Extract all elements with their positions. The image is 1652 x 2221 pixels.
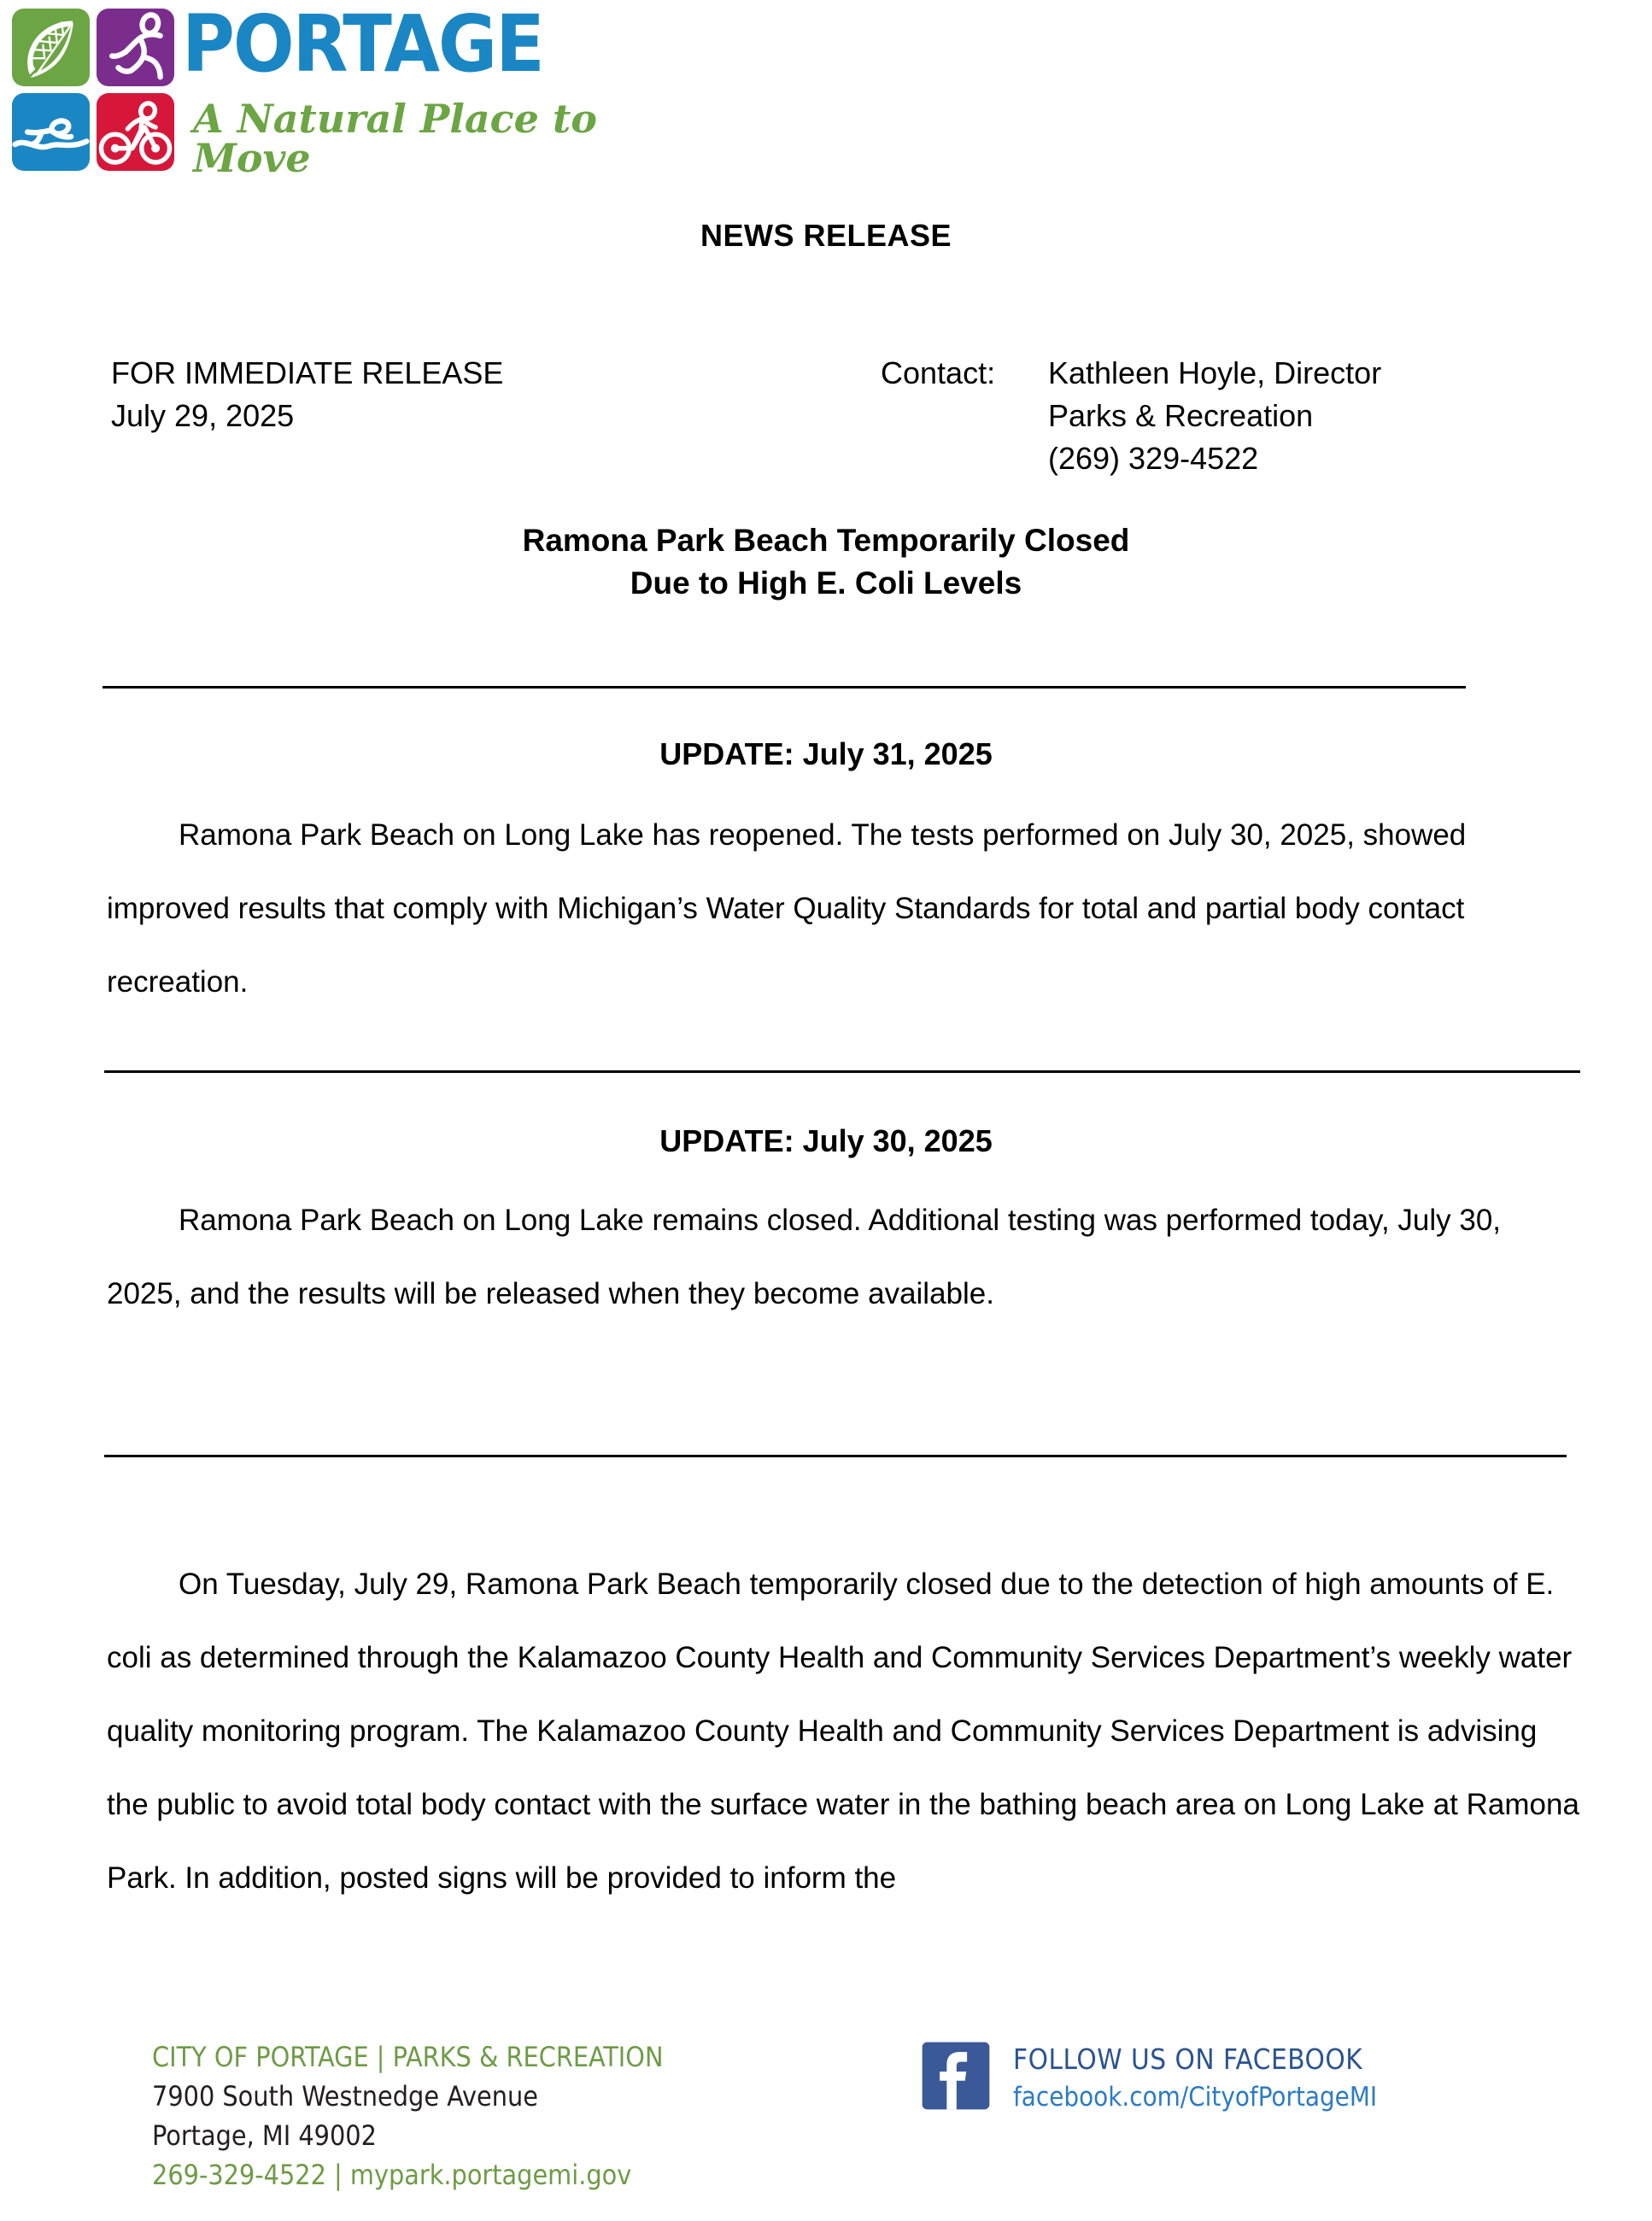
facebook-follow-group[interactable]: [921, 2041, 1377, 2116]
cyclist-icon: [97, 93, 174, 171]
contact-block: [881, 352, 1381, 480]
section-divider-1: [103, 686, 1466, 689]
facebook-url-link[interactable]: facebook.com/CityofPortageMI: [1013, 2082, 1378, 2113]
release-date: July 29, 2025: [111, 398, 295, 433]
contact-phone-row: [881, 437, 1381, 480]
logo-tagline: A Natural Place to Move: [193, 96, 597, 181]
page-title: [0, 519, 1652, 605]
logo-icon-grid: [12, 9, 174, 171]
facebook-follow-label: FOLLOW US ON FACEBOOK: [1013, 2042, 1363, 2076]
main-release-body: On Tuesday, July 29, Ramona Park Beach temporarily closed due to the detection of high amounts of E. coli as determined through the Kalamazoo County Health and Community Services Department’s weekly water quality monitoring program. The Kalamazoo County Health and Community Services Department is advising the public to avoid total body contact with the surface water in the bathing beach area on Long Lake at Ramona Park. In addition, posted signs will be provided to inform the: [107, 1568, 1579, 1895]
facebook-icon[interactable]: [921, 2041, 991, 2111]
section-divider-3: [104, 1455, 1567, 1457]
headline-line-1: Ramona Park Beach Temporarily Closed: [522, 523, 1130, 558]
footer-street: 7900 South Westnedge Avenue: [152, 2080, 538, 2113]
contact-label: Contact:: [881, 355, 996, 390]
update-heading-july-31: UPDATE: July 31, 2025: [659, 736, 993, 771]
footer: [0, 2029, 1652, 2221]
footer-city-state-zip: Portage, MI 49002: [152, 2119, 377, 2152]
section-divider-2: [104, 1070, 1580, 1073]
contact-phone: (269) 329-4522: [1048, 441, 1259, 476]
footer-website-link[interactable]: mypark.portagemi.gov: [349, 2159, 632, 2191]
release-timing-block: [111, 352, 503, 437]
contact-department-row: [881, 395, 1381, 437]
contact-label-spacer-2: [881, 437, 1048, 480]
document-type-title: NEWS RELEASE: [700, 218, 952, 253]
contact-name-row: [881, 352, 1381, 395]
leaf-icon: [12, 9, 90, 86]
contact-department: Parks & Recreation: [1048, 398, 1314, 433]
footer-address-block: [152, 2037, 663, 2195]
contact-label-spacer: [881, 395, 1048, 437]
footer-org-line: CITY OF PORTAGE | PARKS & RECREATION: [152, 2041, 664, 2073]
footer-separator: |: [334, 2159, 343, 2191]
headline-line-2: Due to High E. Coli Levels: [630, 566, 1022, 601]
release-timing-label: FOR IMMEDIATE RELEASE: [111, 355, 504, 390]
portage-logo: [7, 0, 673, 181]
update-body-july-31: Ramona Park Beach on Long Lake has reopened. The tests performed on July 30, 2025, showed improved results that comply with Michigan’s Water Quality Standards for total and partial body contact recreation.: [107, 818, 1467, 999]
contact-name: Kathleen Hoyle, Director: [1048, 355, 1382, 390]
update-heading-july-30: UPDATE: July 30, 2025: [659, 1123, 993, 1158]
swimmer-icon: [12, 93, 90, 171]
runner-icon: [97, 9, 174, 86]
facebook-text-block: [1013, 2041, 1377, 2116]
footer-phone[interactable]: 269-329-4522: [152, 2159, 326, 2191]
logo-wordmark: PORTAGE: [182, 0, 543, 90]
footer-contact-line: [152, 2155, 663, 2195]
update-body-july-30: Ramona Park Beach on Long Lake remains closed. Additional testing was performed today, July 30, 2025, and the results will be released when they become available.: [107, 1204, 1502, 1310]
